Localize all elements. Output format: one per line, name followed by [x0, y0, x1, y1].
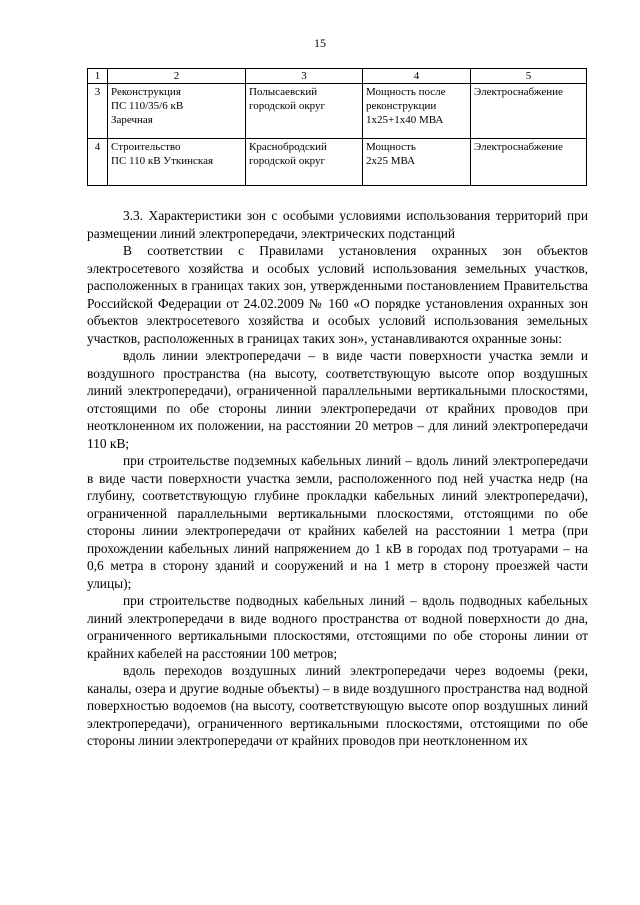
table-header-cell: 2 — [108, 69, 246, 84]
body-text — [87, 207, 588, 750]
cell-line: ПС 110 кВ Уткинская — [111, 155, 214, 167]
cell-line: Строительство — [111, 141, 181, 153]
paragraph: при строительстве подводных кабельных линий – вдоль подводных кабельных линий электропередачи в виде водного пространства от водной поверхности до дна, ограниченного вертикальными плоскостями, отстоящими по обе стороны линии от крайних кабелей на расстоянии 100 метров; — [87, 593, 588, 661]
page-number: 15 — [314, 36, 326, 50]
table-row — [88, 84, 587, 139]
paragraph: В соответствии с Правилами установления охранных зон объектов электросетевого хозяйства и особых условий использования земельных участков, расположенных в границах таких зон, утвержденными постановлением Правительства Российской Федерации от 24.02.2009 № 160 «О порядке установления охранных зон объектов электросетевого хозяйства и особых условий использования земельных участков, расположенных в границах таких зон», устанавливаются охранные зоны: — [87, 243, 588, 346]
purpose-cell: Электроснабжение — [471, 139, 587, 186]
substations-table — [87, 68, 587, 186]
cell-line: городской округ — [249, 100, 326, 112]
table-header-cell: 4 — [363, 69, 471, 84]
cell-line: 1х25+1х40 МВА — [366, 114, 444, 126]
paragraph: при строительстве подземных кабельных линий – вдоль линий электропередачи в виде части поверхности участка земли, расположенного под ней участка недр (на глубину, соответствующую глубине прокладки кабельных линий электропередачи), ограниченной параллельными вертикальными плоскостями, отстоящими по обе стороны линии электропередачи от крайних кабелей на расстоянии 1 метра (при прохождении кабельных линий напряжением до 1 кВ в городах под тротуарами – на 0,6 метра в сторону зданий и сооружений и на 1 метр в сторону проезжей части улицы); — [87, 453, 588, 591]
row-number: 3 — [88, 84, 108, 139]
cell-line: Краснобродский — [249, 141, 327, 153]
cell-line: 2х25 МВА — [366, 155, 416, 167]
object-cell — [108, 84, 246, 139]
section-heading: 3.3. Характеристики зон с особыми условиями использования территорий при размещении линий электропередачи, электрических подстанций — [87, 208, 588, 241]
district-cell — [246, 84, 363, 139]
purpose-cell: Электроснабжение — [471, 84, 587, 139]
object-cell — [108, 139, 246, 186]
cell-line: Заречная — [111, 114, 153, 126]
row-number: 4 — [88, 139, 108, 186]
table-header-cell: 5 — [471, 69, 587, 84]
cell-line: Реконструкция — [111, 86, 181, 98]
cell-line: Мощность после — [366, 86, 446, 98]
cell-line: Полысаевский — [249, 86, 318, 98]
table-header-row — [88, 69, 587, 84]
capacity-cell — [363, 139, 471, 186]
table-row — [88, 139, 587, 186]
table-header-cell: 3 — [246, 69, 363, 84]
paragraph: вдоль линии электропередачи – в виде части поверхности участка земли и воздушного пространства (на высоту, соответствующую высоте опор воздушных линий электропередачи), ограниченной параллельными вертикальными плоскостями, отстоящими по обе стороны линии электропередачи от крайних проводов при неотклоненном их положении, на расстоянии 20 метров – для линий электропередачи 110 кВ; — [87, 348, 588, 451]
district-cell — [246, 139, 363, 186]
cell-line: Мощность — [366, 141, 416, 153]
capacity-cell — [363, 84, 471, 139]
table-header-cell: 1 — [88, 69, 108, 84]
paragraph: вдоль переходов воздушных линий электропередачи через водоемы (реки, каналы, озера и другие водные объекты) – в виде воздушного пространства над водной поверхностью водоемов (на высоту, соответствующую высоте опор воздушных линий электропередачи), ограниченного вертикальными плоскостями, отстоящими по обе стороны линии электропередачи от крайних проводов при неотклоненном их — [87, 663, 588, 748]
cell-line: городской округ — [249, 155, 326, 167]
cell-line: реконструкции — [366, 100, 437, 112]
cell-line: ПС 110/35/6 кВ — [111, 100, 184, 112]
